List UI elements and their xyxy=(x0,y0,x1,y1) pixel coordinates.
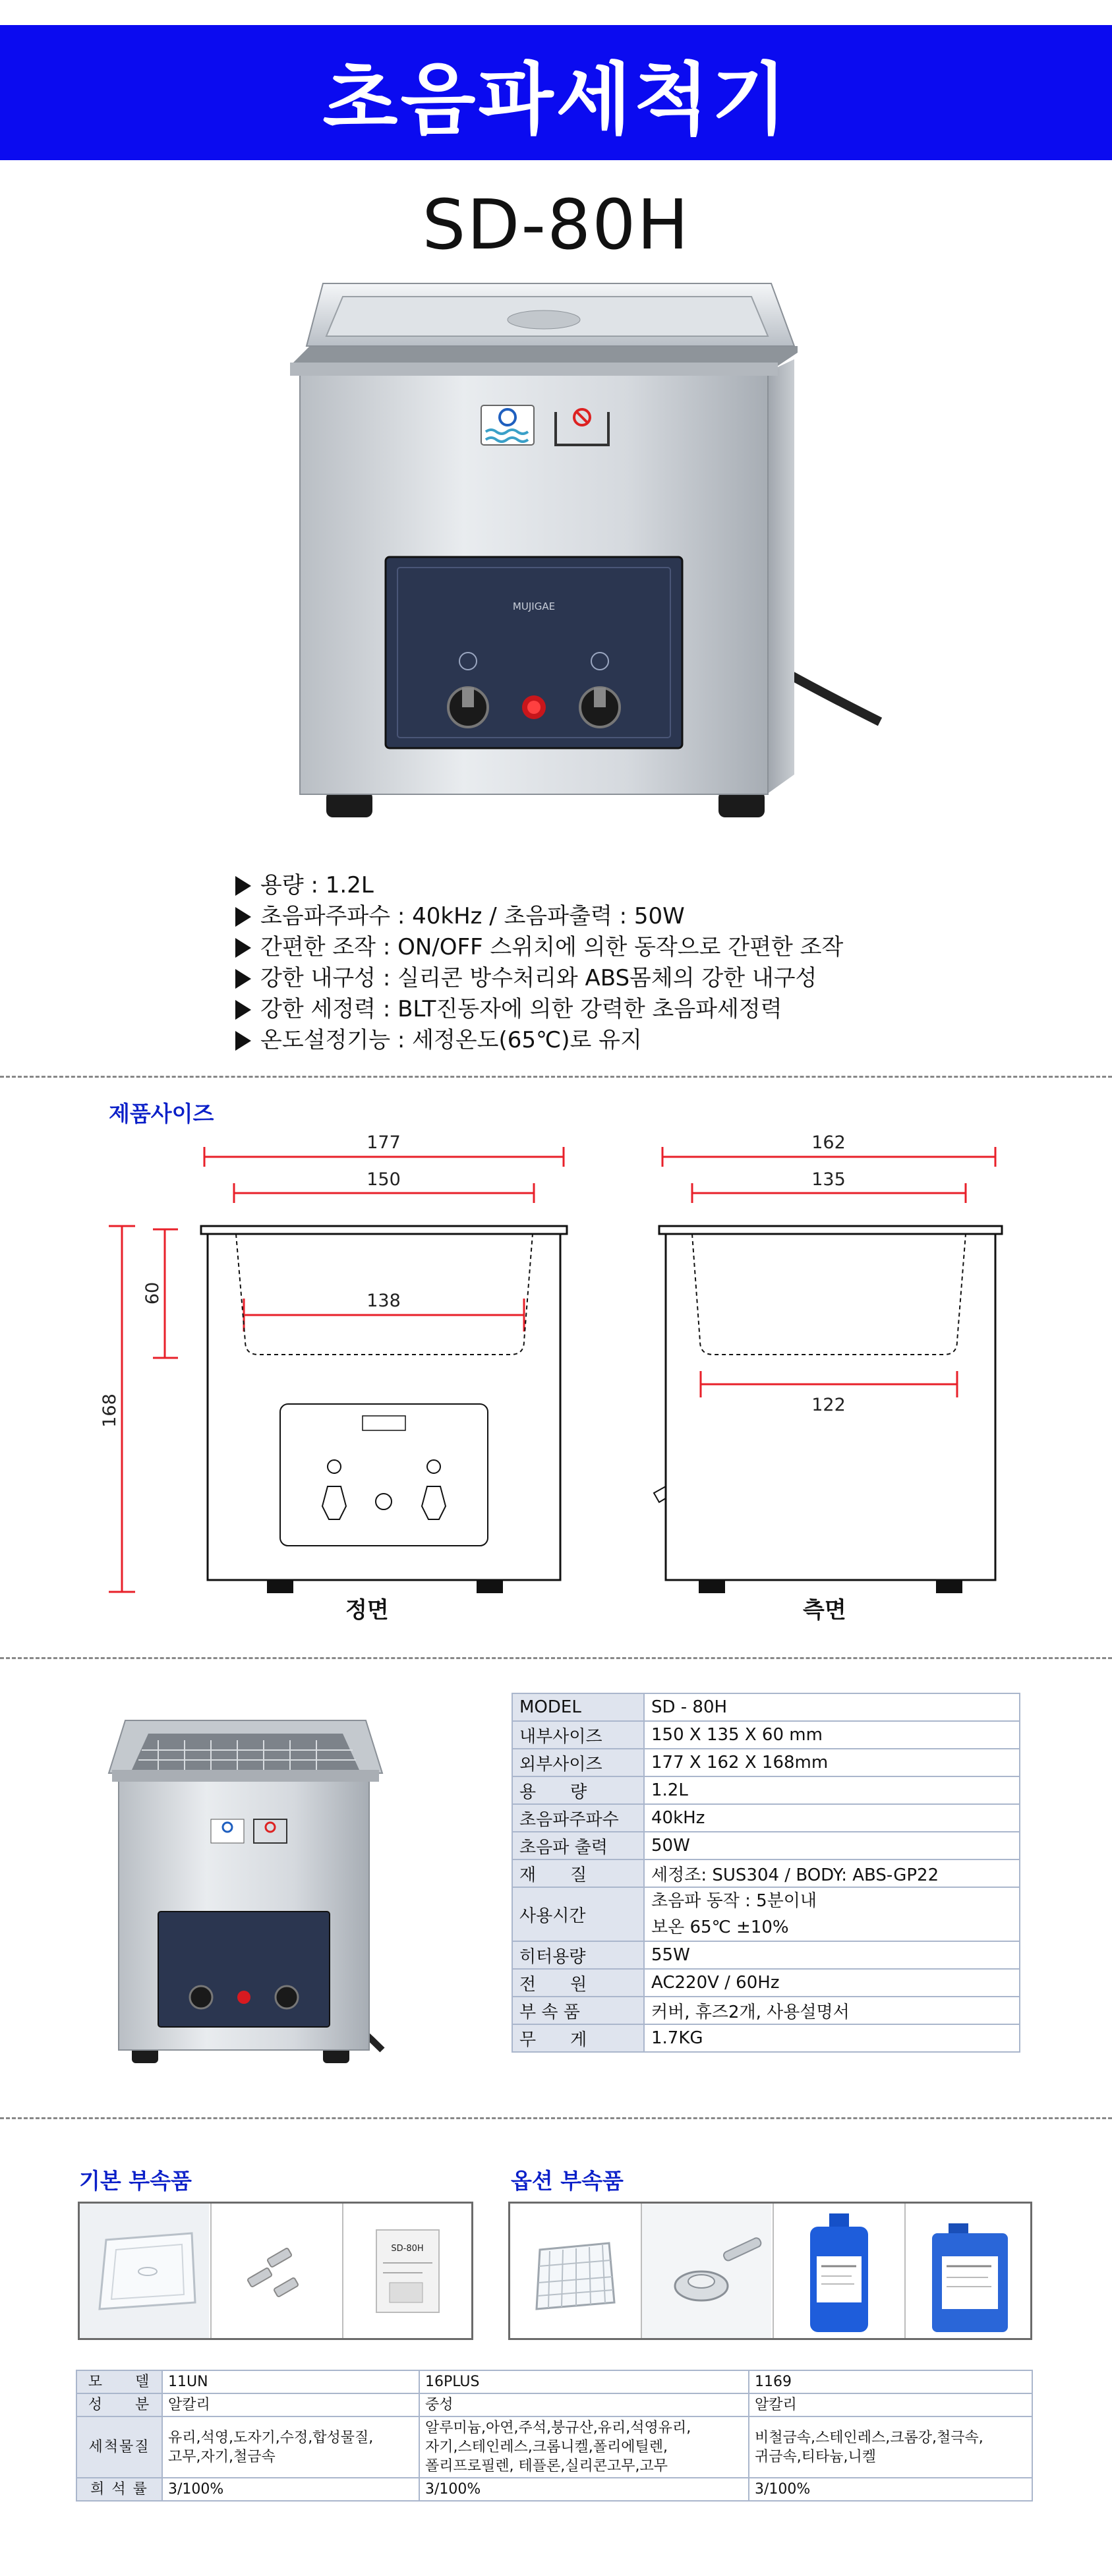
spec-value: 세정조: SUS304 / BODY: ABS-GP22 xyxy=(644,1859,1020,1887)
detergent-cell: 1169 xyxy=(749,2370,1032,2393)
detergent-cell: 16PLUS xyxy=(419,2370,749,2393)
detergent-table xyxy=(76,2370,1033,2502)
spec-label: 히터용량 xyxy=(512,1941,644,1969)
front-outer-width-label: 177 xyxy=(366,1132,401,1153)
table-row xyxy=(512,1887,1020,1941)
spec-label: 부 속 품 xyxy=(512,1997,644,2024)
arrow-right-icon xyxy=(235,876,251,896)
table-row xyxy=(512,1997,1020,2024)
spec-value xyxy=(644,1887,1020,1941)
detergent-cell: 11UN xyxy=(162,2370,419,2393)
spec-label: 초음파 출력 xyxy=(512,1832,644,1859)
spec-value: 150 X 135 X 60 mm xyxy=(644,1721,1020,1749)
page-title: 초음파세척기 xyxy=(322,53,790,145)
feature-item: 간편한 조작 : ON/OFF 스위치에 의한 동작으로 간편한 조작 xyxy=(235,932,960,963)
table-row xyxy=(512,1749,1020,1776)
fuse-image xyxy=(212,2204,343,2338)
arrow-right-icon xyxy=(235,1031,251,1051)
front-view-drawing xyxy=(201,1226,567,1580)
detergent-label: 성 분 xyxy=(76,2393,162,2416)
detergent-cell: 중성 xyxy=(419,2393,749,2416)
fuse-pack-image xyxy=(343,2204,471,2338)
basic-accessories-images xyxy=(78,2202,473,2340)
feature-item: 강한 내구성 : 실리콘 방수처리와 ABS몸체의 강한 내구성 xyxy=(235,963,960,994)
side-outer-width-label: 162 xyxy=(811,1132,846,1153)
detergent-label: 세척물질 xyxy=(76,2416,162,2478)
table-row xyxy=(512,1804,1020,1832)
spec-label: 재 질 xyxy=(512,1859,644,1887)
cover-image xyxy=(80,2204,212,2338)
product-image-with-basket xyxy=(105,1714,389,2083)
table-row xyxy=(76,2370,1032,2393)
front-inner-width-label: 150 xyxy=(366,1169,401,1190)
table-row xyxy=(512,1969,1020,1997)
arrow-right-icon xyxy=(235,969,251,989)
spec-table xyxy=(512,1693,1020,2053)
table-row xyxy=(76,2393,1032,2416)
table-row xyxy=(512,1721,1020,1749)
detergent-canister-image xyxy=(906,2204,1030,2338)
detergent-cell: 알루미늄,아연,주석,붕규산,유리,석영유리, 자기,스테인레스,크롬니켈,폴리에틸렌, 폴리프로필렌, 테플론,실리콘고무,고무 xyxy=(419,2416,749,2478)
front-foot-right xyxy=(477,1580,503,1593)
feature-item: 강한 세정력 : BLT진동자에 의한 강력한 초음파세정력 xyxy=(235,994,960,1025)
spec-value: AC220V / 60Hz xyxy=(644,1969,1020,1997)
feature-item: 용량 : 1.2L xyxy=(235,870,960,901)
front-view-caption: 정면 xyxy=(345,1597,389,1624)
feature-list xyxy=(235,870,960,1056)
spec-value: 55W xyxy=(644,1941,1020,1969)
spec-label: 외부사이즈 xyxy=(512,1749,644,1776)
spec-value: 1.2L xyxy=(644,1776,1020,1804)
table-row xyxy=(512,1832,1020,1859)
spec-label: 전 원 xyxy=(512,1969,644,1997)
side-bottom-width-label: 122 xyxy=(811,1395,846,1415)
front-foot-left xyxy=(267,1580,293,1593)
detergent-cell: 유리,석영,도자기,수정,합성물질, 고무,자기,철금속 xyxy=(162,2416,419,2478)
arrow-right-icon xyxy=(235,938,251,958)
spec-value: 177 X 162 X 168mm xyxy=(644,1749,1020,1776)
detergent-label: 모 델 xyxy=(76,2370,162,2393)
title-banner xyxy=(0,25,1112,160)
basket-image xyxy=(510,2204,642,2338)
panel-brand-text: MUJIGAE xyxy=(512,600,556,612)
size-diagram xyxy=(0,1121,1112,1635)
spec-label: 무 게 xyxy=(512,2024,644,2052)
spec-label: 내부사이즈 xyxy=(512,1721,644,1749)
spec-value-line: 보온 65℃ ±10% xyxy=(651,1917,789,1937)
spec-label: 초음파주파수 xyxy=(512,1804,644,1832)
table-row xyxy=(512,1859,1020,1887)
model-name: SD-80H xyxy=(422,185,690,265)
table-row xyxy=(512,1941,1020,1969)
detergent-cell: 3/100% xyxy=(162,2478,419,2501)
detergent-bottle-image xyxy=(774,2204,906,2338)
side-foot-left xyxy=(699,1580,725,1593)
arrow-right-icon xyxy=(235,907,251,927)
feature-item: 초음파주파수 : 40kHz / 초음파출력 : 50W xyxy=(235,901,960,932)
size-section-title: 제품사이즈 xyxy=(109,1101,214,1127)
spec-value: 1.7KG xyxy=(644,2024,1020,2052)
spec-label: 용 량 xyxy=(512,1776,644,1804)
arrow-right-icon xyxy=(235,1000,251,1020)
side-foot-right xyxy=(936,1580,962,1593)
depth-label: 60 xyxy=(142,1281,163,1305)
spec-label: MODEL xyxy=(512,1693,644,1721)
spec-value-line: 초음파 동작 : 5분이내 xyxy=(651,1891,817,1911)
fuse-pack-label: SD-80H xyxy=(391,2244,424,2254)
detergent-cell: 알칼리 xyxy=(749,2393,1032,2416)
beaker-holder-image xyxy=(642,2204,774,2338)
detergent-cell: 3/100% xyxy=(749,2478,1032,2501)
section-divider xyxy=(0,2117,1112,2119)
height-label: 168 xyxy=(100,1393,120,1428)
front-bottom-width-label: 138 xyxy=(366,1291,401,1311)
detergent-cell: 3/100% xyxy=(419,2478,749,2501)
spec-value: 40kHz xyxy=(644,1804,1020,1832)
detergent-cell: 비철금속,스테인레스,크롬강,철극속, 귀금속,티타늄,니켈 xyxy=(749,2416,1032,2478)
side-inner-width-label: 135 xyxy=(811,1169,846,1190)
product-image-main xyxy=(287,267,903,831)
table-row xyxy=(76,2416,1032,2478)
option-accessories-title: 옵션 부속품 xyxy=(511,2168,624,2194)
table-row xyxy=(512,1776,1020,1804)
spec-value: SD - 80H xyxy=(644,1693,1020,1721)
detergent-label: 희 석 률 xyxy=(76,2478,162,2501)
feature-item: 온도설정기능 : 세정온도(65℃)로 유지 xyxy=(235,1025,960,1056)
table-row xyxy=(76,2478,1032,2501)
section-divider xyxy=(0,1657,1112,1659)
detergent-cell: 알칼리 xyxy=(162,2393,419,2416)
section-divider xyxy=(0,1076,1112,1078)
spec-value: 50W xyxy=(644,1832,1020,1859)
side-view-caption: 측면 xyxy=(803,1597,846,1624)
option-accessories-images xyxy=(508,2202,1032,2340)
basic-accessories-title: 기본 부속품 xyxy=(79,2168,192,2194)
spec-value: 커버, 휴즈2개, 사용설명서 xyxy=(644,1997,1020,2024)
spec-label: 사용시간 xyxy=(512,1887,644,1941)
front-dimension-lines xyxy=(109,1147,995,1592)
table-row xyxy=(512,1693,1020,1721)
table-row xyxy=(512,2024,1020,2052)
